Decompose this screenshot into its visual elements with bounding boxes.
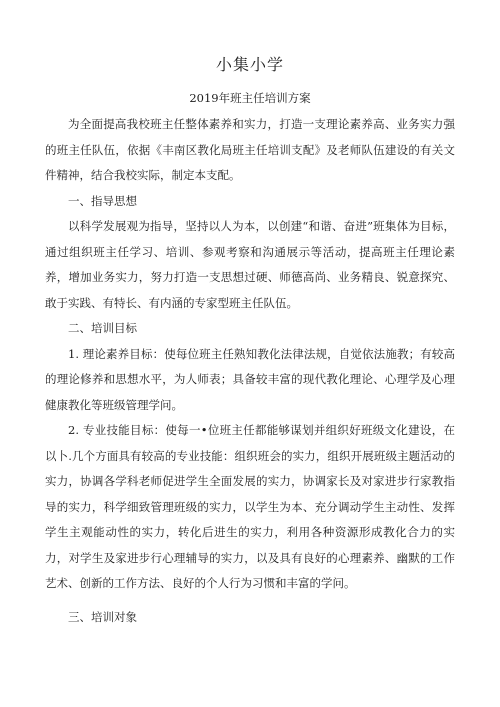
document-title: 2019年班主任培训方案 (189, 91, 311, 105)
skill-goal-paragraph: 2. 专业技能目标：使每一•位班主任都能够谋划并组织好班级文化建设，在以卜.几个方面具有较高的专业技能：组织班会的实力，组织开展班级主题活动的实力，协调各学科老师促进学生全面发展的实力，协调家长及对家进步行家教指导的实力，科学细致管理班级的实力，以学生为本、充分调动学生主动性、发挥学生主观能动性的实力，转化后进生的实力，利用各种资源形成教化合力的实力，对学生及家进步行心理辅导的实力，以及具有良好的心理素养、幽默的工作艺术、创新的工作方法、良好的个人行为习惯和丰富的学问。 (45, 423, 455, 590)
document-body (45, 112, 455, 630)
section-heading-training-targets: 三、培训对象 (68, 609, 137, 624)
theory-goal-paragraph: 1. 理论素养目标：使每位班主任熟知教化法律法规，自觉依法施教；有较高的理论修养和思想水平，为人师表；具备较丰富的现代教化理论、心理学及心理健康教化等班级管理学问。 (45, 346, 455, 412)
section-heading-guiding-ideology: 一、指导思想 (68, 193, 137, 208)
guiding-ideology-paragraph: 以科学发展观为指导，坚持以人为本，以创建“和谐、奋进”班集体为目标，通过组织班主任学习、培训、参观考察和沟通展示等活动，提高班主任理论素养，增加业务实力，努力打造一支思想过硬、师德高尚、业务精良、锐意探究、敢于实践、有特长、有内涵的专家型班主任队伍。 (45, 219, 455, 310)
school-name: 小集小学 (215, 55, 284, 74)
intro-paragraph: 为全面提高我校班主任整体素养和实力，打造一支理论素养高、业务实力强的班主任队伍，依据《丰南区教化局班主任培训支配》及老师队伍建设的有关文件精神，结合我校实际，制定本支配。 (45, 117, 455, 182)
section-heading-training-goals: 二、培训目标 (68, 321, 137, 335)
